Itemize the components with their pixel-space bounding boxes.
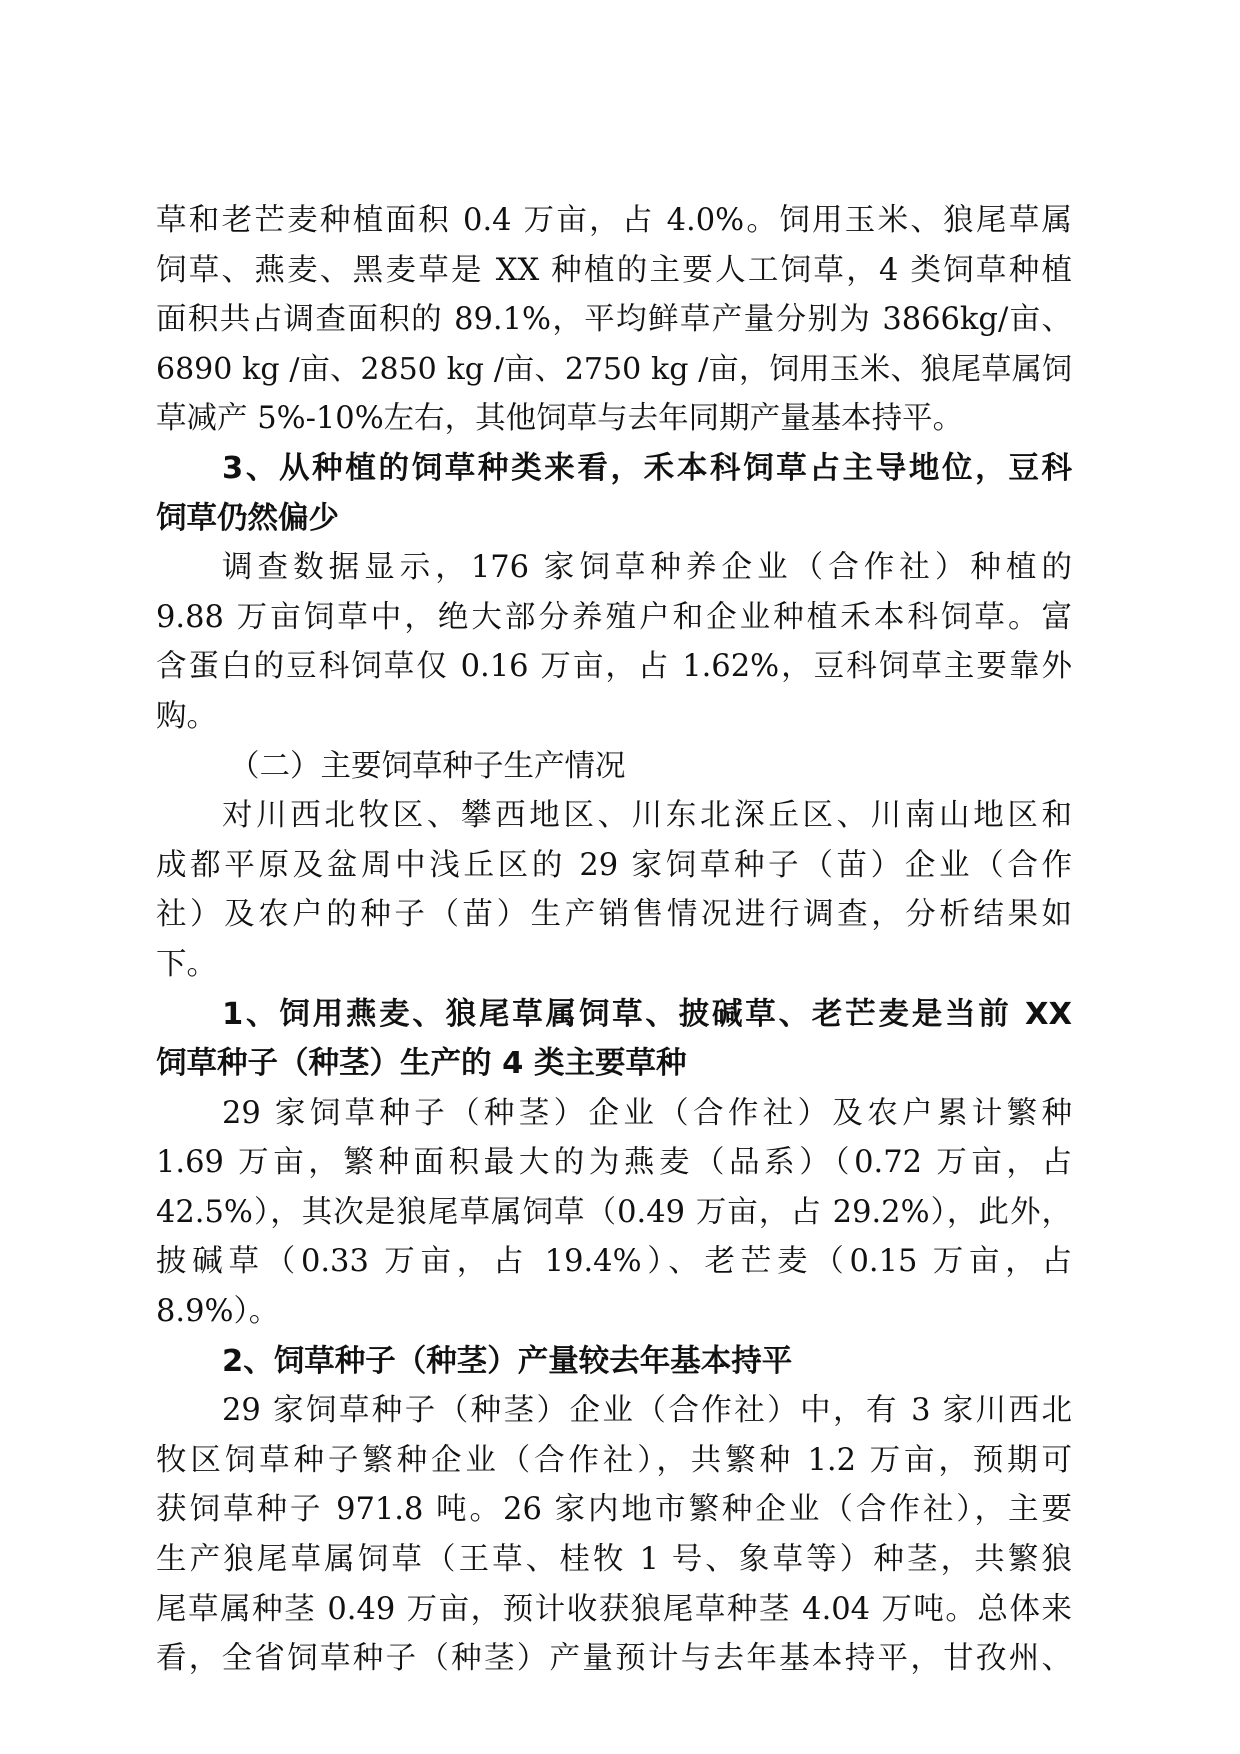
text-line: 尾草属种茎 0.49 万亩，预计收获狼尾草种茎 4.04 万吨。总体来: [156, 1591, 1072, 1627]
text-line: 9.88 万亩饲草中，绝大部分养殖户和企业种植禾本科饲草。富: [156, 599, 1072, 635]
heading-line: 1、饲用燕麦、狼尾草属饲草、披碱草、老芒麦是当前 XX: [222, 996, 1072, 1032]
text-line: 牧区饲草种子繁种企业（合作社），共繁种 1.2 万亩，预期可: [156, 1442, 1072, 1478]
paragraph-2: [156, 1386, 1072, 1684]
heading-line: 3、从种植的饲草种类来看，禾本科饲草占主导地位，豆科: [222, 450, 1072, 486]
text-line: 草减产 5%-10%左右，其他饲草与去年同期产量基本持平。: [156, 401, 964, 437]
text-line: 成都平原及盆周中浅丘区的 29 家饲草种子（苗）企业（合作: [156, 847, 1072, 883]
heading-line: 饲草种子（种茎）生产的 4 类主要草种: [156, 1046, 687, 1082]
text-line: 草和老芒麦种植面积 0.4 万亩，占 4.0%。饲用玉米、狼尾草属: [156, 203, 1072, 238]
text-line: 面积共占调查面积的 89.1%，平均鲜草产量分别为 3866kg/亩、: [156, 302, 1072, 338]
text-line: 获饲草种子 971.8 吨。26 家内地市繁种企业（合作社），主要: [156, 1492, 1072, 1528]
text-line: 对川西北牧区、攀西地区、川东北深丘区、川南山地区和: [222, 798, 1072, 834]
heading-1: [156, 990, 1072, 1089]
paragraph-intro: [156, 791, 1072, 989]
text-line: 29 家饲草种子（种茎）企业（合作社）及农户累计繁种: [222, 1095, 1072, 1131]
text-line: 社）及农户的种子（苗）生产销售情况进行调查，分析结果如: [156, 897, 1072, 933]
heading-3: [156, 444, 1072, 543]
text-line: 生产狼尾草属饲草（王草、桂牧 1 号、象草等）种茎，共繁狼: [156, 1542, 1072, 1578]
text-line: 1.69 万亩，繁种面积最大的为燕麦（品系）（0.72 万亩，占: [156, 1145, 1072, 1181]
heading-2: 2、饲草种子（种茎）产量较去年基本持平: [222, 1343, 793, 1379]
paragraph-3: [156, 543, 1072, 741]
text-line: 含蛋白的豆科饲草仅 0.16 万亩，占 1.62%，豆科饲草主要靠外: [156, 649, 1072, 685]
text-line: 调查数据显示，176 家饲草种养企业（合作社）种植的: [222, 550, 1072, 586]
text-line: 下。: [156, 946, 217, 982]
text-line: 6890 kg /亩、2850 kg /亩、2750 kg /亩，饲用玉米、狼尾草属饲: [156, 351, 1072, 387]
document-page: [156, 196, 1072, 1684]
paragraph-1: [156, 1089, 1072, 1337]
text-line: 看，全省饲草种子（种茎）产量预计与去年基本持平，甘孜州、: [156, 1641, 1072, 1677]
text-line: 29 家饲草种子（种茎）企业（合作社）中，有 3 家川西北: [222, 1393, 1072, 1429]
heading-line: 饲草仍然偏少: [156, 500, 339, 536]
text-line: 购。: [156, 698, 217, 734]
text-line: 8.9%）。: [156, 1294, 280, 1330]
paragraph-continuation: [156, 196, 1072, 444]
section-title: （二）主要饲草种子生产情况: [229, 748, 626, 784]
text-line: 42.5%），其次是狼尾草属饲草（0.49 万亩，占 29.2%），此外，: [156, 1194, 1072, 1230]
text-line: 披碱草（0.33 万亩，占 19.4%）、老芒麦（0.15 万亩，占: [156, 1244, 1072, 1280]
text-line: 饲草、燕麦、黑麦草是 XX 种植的主要人工饲草，4 类饲草种植: [156, 252, 1072, 288]
